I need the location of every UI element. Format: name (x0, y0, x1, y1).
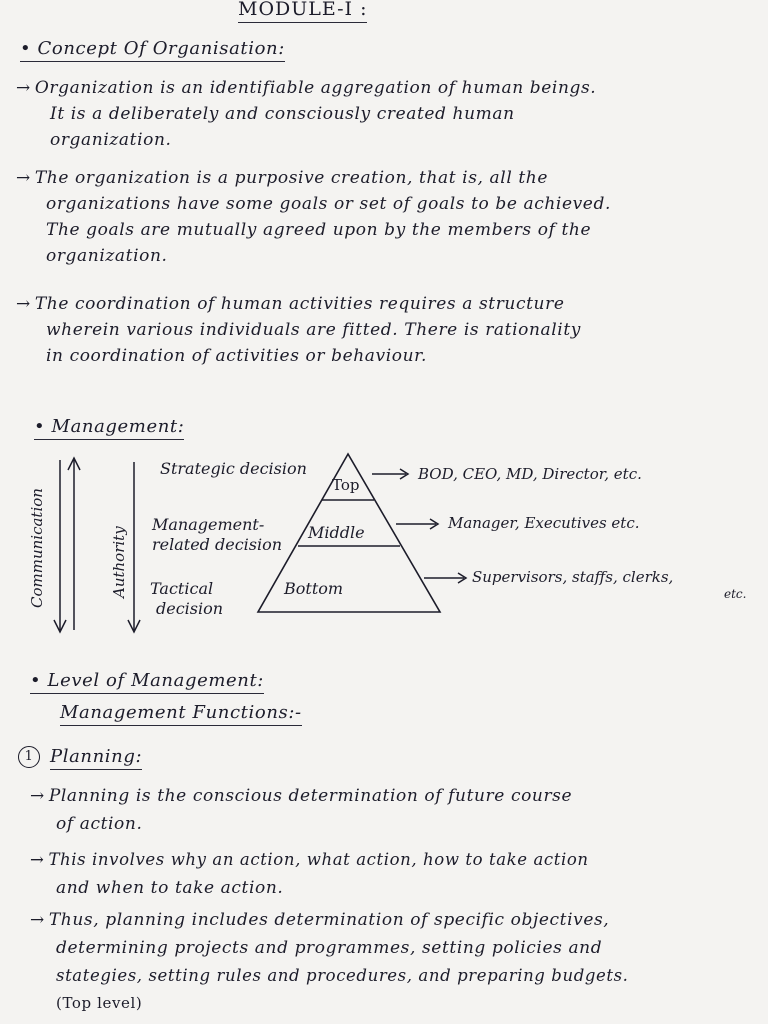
management-heading: • Management: (34, 416, 184, 440)
planning-point-3-line-4: (Top level) (56, 994, 143, 1012)
pyramid-level-top: Top (332, 476, 360, 494)
planning-point-2-line-1: → This involves why an action, what action, how to take action (30, 850, 589, 869)
concept-point-3-line-1: → The coordination of human activities requires a structure (16, 294, 565, 314)
role-bottom-line-2: etc. (724, 587, 747, 601)
decision-strategic: Strategic decision (160, 459, 307, 478)
planning-point-3-line-1: → Thus, planning includes determination of specific objectives, (30, 910, 610, 930)
communication-label: Communication (28, 488, 46, 608)
level-heading: • Level of Management: (30, 670, 264, 694)
concept-heading: • Concept Of Organisation: (20, 38, 285, 62)
concept-point-1-line-2: It is a deliberately and consciously created human (50, 104, 515, 124)
module-title: MODULE-I : (238, 0, 367, 23)
planning-number-badge: 1 (18, 746, 40, 768)
decision-management-line-2: related decision (152, 535, 283, 554)
concept-point-2-line-1: → The organization is a purposive creation, that is, all the (16, 168, 549, 188)
role-top: BOD, CEO, MD, Director, etc. (418, 465, 642, 483)
role-bottom-line-1: Supervisors, staffs, clerks, (472, 568, 674, 586)
planning-point-3-line-3: stategies, setting rules and procedures, and preparing budgets. (56, 966, 629, 985)
functions-subheading: Management Functions:- (60, 702, 302, 726)
decision-tactical-line-2: decision (156, 599, 224, 618)
pyramid-level-bottom: Bottom (284, 579, 344, 598)
role-middle: Manager, Executives etc. (448, 514, 640, 532)
concept-point-2-line-4: organization. (46, 246, 168, 266)
concept-point-1-line-1: → Organization is an identifiable aggregation of human beings. (16, 78, 597, 98)
planning-point-1-line-1: → Planning is the conscious determination of future course (30, 786, 573, 806)
planning-heading: 1 Planning: (18, 746, 142, 768)
decision-tactical-line-1: Tactical (150, 579, 214, 598)
pyramid-level-middle: Middle (308, 523, 365, 542)
planning-point-1-line-2: of action. (56, 814, 143, 834)
planning-point-2-line-2: and when to take action. (56, 878, 284, 898)
concept-point-2-line-2: organizations have some goals or set of goals to be achieved. (46, 194, 611, 214)
concept-point-3-line-2: wherein various individuals are fitted. There is rationality (46, 320, 581, 340)
concept-point-3-line-3: in coordination of activities or behaviour. (46, 346, 427, 366)
authority-label: Authority (110, 526, 128, 598)
decision-management-line-1: Management- (152, 515, 265, 534)
planning-point-3-line-2: determining projects and programmes, setting policies and (56, 938, 603, 958)
management-pyramid-diagram (0, 448, 768, 658)
concept-point-2-line-3: The goals are mutually agreed upon by the members of the (46, 220, 592, 240)
concept-point-1-line-3: organization. (50, 130, 172, 150)
